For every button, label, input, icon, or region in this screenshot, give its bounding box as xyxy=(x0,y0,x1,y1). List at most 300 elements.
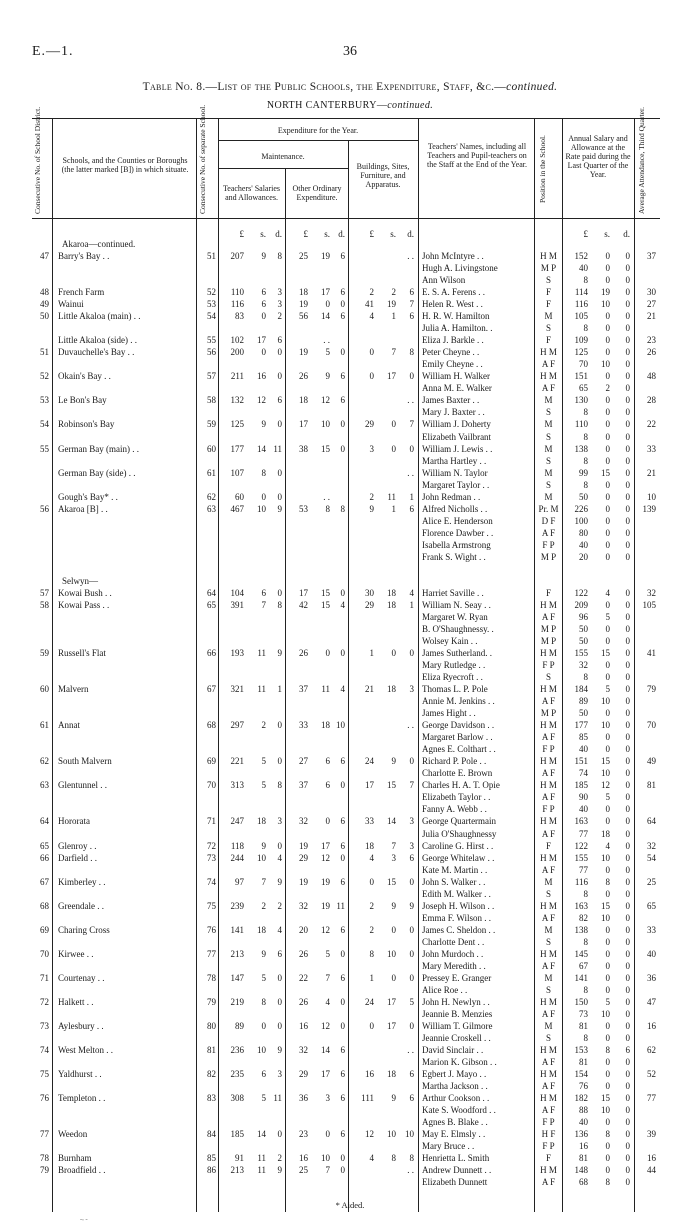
school-no-cell: 61 xyxy=(207,467,216,478)
school-cell: German Bay (main) . . xyxy=(58,443,139,454)
teacher-name: John McIntyre . . xyxy=(422,251,484,261)
other-pounds: 19 xyxy=(299,299,308,310)
annual-pence: 0 xyxy=(625,1165,630,1176)
position-cell: F xyxy=(545,299,551,310)
annual-pence: 0 xyxy=(625,672,630,683)
annual-pounds: 148 xyxy=(574,1165,588,1176)
dist-cell: 74 xyxy=(40,1045,49,1055)
annual-shillings: 0 xyxy=(605,275,610,286)
table-row xyxy=(32,611,660,623)
other-pounds: 53 xyxy=(299,503,308,514)
school-cell: Kowai Bush . . xyxy=(58,587,112,598)
other-pounds: 25 xyxy=(299,251,308,261)
annual-pounds: 154 xyxy=(574,1069,588,1080)
table-row xyxy=(32,671,660,683)
teacher-name: Julia A. Hamilton. . xyxy=(422,323,493,334)
position-cell: F P xyxy=(542,744,555,755)
position-cell: H M xyxy=(540,756,557,767)
annual-shillings: 0 xyxy=(605,936,610,947)
position-cell: M xyxy=(544,395,553,406)
buildings-pounds: 33 xyxy=(365,816,374,827)
buildings-pence: 1 xyxy=(409,491,414,502)
teacher-name: Jeannie B. Menzies xyxy=(422,1008,493,1019)
annual-pounds: 96 xyxy=(579,611,588,622)
teacher-name: Caroline G. Hirst . . xyxy=(422,840,494,851)
annual-shillings: 0 xyxy=(605,924,610,935)
buildings-pounds: 16 xyxy=(365,1069,374,1080)
annual-shillings: 0 xyxy=(605,1141,610,1152)
teacher-name: Margaret Taylor . . xyxy=(422,479,490,490)
salary-pounds: 132 xyxy=(230,395,244,406)
other-pence: 6 xyxy=(340,876,345,887)
teacher-name: James Baxter . . xyxy=(422,395,480,406)
annual-pence: 0 xyxy=(625,972,630,983)
buildings-pounds: 24 xyxy=(365,996,374,1007)
teacher-name: James Sutherland. . xyxy=(422,648,492,658)
teacher-name: Martha Hartley . . xyxy=(422,455,487,466)
salary-shillings: 10 xyxy=(257,503,266,514)
teacher-name: Mary Bruce . . xyxy=(422,1141,475,1152)
other-pounds: 27 xyxy=(299,756,308,767)
other-shillings: 14 xyxy=(321,311,330,322)
salary-pounds: 313 xyxy=(230,780,244,791)
other-pence: 0 xyxy=(340,852,345,863)
position-cell: F xyxy=(545,335,551,346)
annual-pence: 0 xyxy=(625,359,630,370)
cur-sal-s: s. xyxy=(260,229,266,239)
salary-pence: 3 xyxy=(277,816,282,827)
table-row xyxy=(32,1032,660,1044)
attendance-cell: 41 xyxy=(647,648,656,658)
salary-pence: 0 xyxy=(277,347,282,358)
buildings-shillings: 0 xyxy=(391,924,396,935)
teacher-name: Emma F. Wilson . . xyxy=(422,912,492,923)
annual-shillings: 0 xyxy=(605,479,610,490)
salary-shillings: 14 xyxy=(257,1129,266,1140)
table-row xyxy=(32,394,660,406)
annual-shillings: 0 xyxy=(605,744,610,755)
annual-shillings: 0 xyxy=(605,347,610,358)
annual-pounds: 100 xyxy=(574,515,588,526)
cur-bld-s: s. xyxy=(390,229,396,239)
annual-pounds: 8 xyxy=(583,407,588,418)
salary-pounds: 102 xyxy=(230,335,244,346)
buildings-pence: 5 xyxy=(409,996,414,1007)
position-cell: S xyxy=(545,455,551,466)
dist-cell: 66 xyxy=(40,852,49,863)
buildings-pence: 0 xyxy=(409,876,414,887)
annual-pounds: 116 xyxy=(574,299,588,310)
other-pence: 0 xyxy=(340,780,345,791)
teacher-name: Anna M. E. Walker xyxy=(422,383,492,394)
annual-pounds: 114 xyxy=(574,287,588,298)
other-pence: 0 xyxy=(340,1153,345,1164)
buildings-pence: . . xyxy=(407,1045,414,1055)
teacher-name: John Murdoch . . xyxy=(422,948,484,959)
annual-shillings: 10 xyxy=(601,720,610,731)
annual-pounds: 209 xyxy=(574,599,588,610)
salary-pounds: 239 xyxy=(230,900,244,911)
header-maintenance: Maintenance. xyxy=(261,152,305,161)
position-cell: S xyxy=(545,984,551,995)
buildings-pence: 6 xyxy=(409,1069,414,1080)
other-pounds: 29 xyxy=(299,1069,308,1080)
teacher-name: Charles H. A. T. Opie xyxy=(422,780,500,791)
annual-pounds: 50 xyxy=(579,624,588,634)
buildings-pounds: 9 xyxy=(369,503,374,514)
attendance-cell: 22 xyxy=(647,419,656,430)
annual-pounds: 151 xyxy=(574,371,588,382)
annual-shillings: 0 xyxy=(605,804,610,815)
buildings-shillings: 0 xyxy=(391,972,396,983)
annual-pence: 0 xyxy=(625,347,630,358)
salary-shillings: 6 xyxy=(261,1069,266,1080)
annual-pence: 0 xyxy=(625,828,630,839)
teacher-name: Charlotte E. Brown xyxy=(422,768,493,779)
table-row xyxy=(32,455,660,467)
salary-pounds: 118 xyxy=(230,840,244,851)
annual-pounds: 163 xyxy=(574,900,588,911)
other-shillings: 15 xyxy=(321,443,330,454)
table-row xyxy=(32,743,660,755)
other-pounds: 18 xyxy=(299,287,308,298)
expenditure-rule xyxy=(218,140,418,141)
position-cell: A F xyxy=(541,768,556,779)
table-row xyxy=(32,815,660,827)
table-row xyxy=(32,948,660,960)
annual-pence: 0 xyxy=(625,1033,630,1043)
position-cell: M xyxy=(544,443,553,454)
other-pence: 0 xyxy=(340,1165,345,1176)
other-pence: 6 xyxy=(340,1129,345,1140)
teacher-name: Andrew Dunnett . . xyxy=(422,1165,492,1176)
annual-shillings: 0 xyxy=(605,732,610,743)
school-cell: Wainui xyxy=(58,299,84,310)
attendance-cell: 33 xyxy=(647,924,656,935)
position-cell: M xyxy=(544,972,553,983)
teacher-name: Mary Meredith . . xyxy=(422,960,486,971)
buildings-pounds: 0 xyxy=(369,371,374,382)
annual-pence: 0 xyxy=(625,1081,630,1092)
salary-pounds: 211 xyxy=(230,371,244,382)
other-shillings: 3 xyxy=(325,1093,330,1104)
teacher-name: Florence Dawber . . xyxy=(422,527,494,538)
salary-pounds: 207 xyxy=(230,251,244,261)
annual-shillings: 0 xyxy=(605,1165,610,1176)
other-pounds: 16 xyxy=(299,1020,308,1031)
annual-pence: 0 xyxy=(625,768,630,779)
annual-pence: 0 xyxy=(625,780,630,791)
table-row xyxy=(32,358,660,370)
salary-pounds: 297 xyxy=(230,720,244,731)
dist-cell: 55 xyxy=(40,443,49,454)
other-pounds: 42 xyxy=(299,599,308,610)
buildings-shillings: 7 xyxy=(391,347,396,358)
position-cell: M xyxy=(544,311,553,322)
annual-pence: 0 xyxy=(625,467,630,478)
buildings-pence: 6 xyxy=(409,1093,414,1104)
dist-cell: 78 xyxy=(40,1153,49,1164)
annual-pence: 0 xyxy=(625,684,630,695)
annual-shillings: 10 xyxy=(601,912,610,923)
buildings-shillings: 14 xyxy=(387,816,396,827)
cur-ann-l: £ xyxy=(583,229,588,239)
annual-pence: 0 xyxy=(625,587,630,598)
annual-shillings: 0 xyxy=(605,407,610,418)
position-cell: M xyxy=(544,924,553,935)
other-pence: 0 xyxy=(340,347,345,358)
annual-pence: 0 xyxy=(625,636,630,646)
teacher-name: Helen R. West . . xyxy=(422,299,483,310)
annual-pounds: 116 xyxy=(574,876,588,887)
table-row xyxy=(32,1104,660,1116)
position-cell: S xyxy=(545,431,551,442)
school-no-cell: 56 xyxy=(207,347,216,358)
annual-shillings: 0 xyxy=(605,624,610,634)
teacher-name: Elizabeth Taylor . . xyxy=(422,792,491,803)
annual-pence: 0 xyxy=(625,960,630,971)
other-shillings: 6 xyxy=(325,756,330,767)
teacher-name: Pressey E. Granger xyxy=(422,972,492,983)
buildings-pence: 0 xyxy=(409,1020,414,1031)
table-row xyxy=(32,984,660,996)
teacher-name: Henrietta L. Smith xyxy=(422,1153,490,1164)
attendance-cell: 65 xyxy=(647,900,656,911)
annual-pounds: 70 xyxy=(579,359,588,370)
buildings-pounds: 0 xyxy=(369,347,374,358)
buildings-shillings: 11 xyxy=(387,491,396,502)
school-no-cell: 78 xyxy=(207,972,216,983)
salary-shillings: 0 xyxy=(261,347,266,358)
annual-shillings: 0 xyxy=(605,708,610,719)
other-pence: 6 xyxy=(340,1093,345,1104)
dist-cell: 53 xyxy=(40,395,49,406)
annual-shillings: 0 xyxy=(605,864,610,875)
annual-pence: 0 xyxy=(625,648,630,658)
other-shillings: 9 xyxy=(325,371,330,382)
buildings-pence: 0 xyxy=(409,648,414,658)
annual-pence: 0 xyxy=(625,912,630,923)
annual-shillings: 0 xyxy=(605,984,610,995)
annual-shillings: 0 xyxy=(605,503,610,514)
table-row xyxy=(32,912,660,924)
annual-shillings: 0 xyxy=(605,539,610,550)
annual-pence: 0 xyxy=(625,1057,630,1067)
buildings-shillings: 0 xyxy=(391,419,396,430)
table-row xyxy=(32,334,660,346)
position-cell: S xyxy=(545,936,551,947)
school-no-cell: 83 xyxy=(207,1093,216,1104)
other-pence: 6 xyxy=(340,395,345,406)
salary-pounds: 125 xyxy=(230,419,244,430)
annual-pounds: 40 xyxy=(579,539,588,550)
footnote: * Aided. xyxy=(335,1200,365,1210)
salary-pence: 4 xyxy=(277,924,282,935)
buildings-pence: . . xyxy=(407,395,414,406)
buildings-pounds: 4 xyxy=(369,1153,374,1164)
buildings-pence: 10 xyxy=(405,1129,414,1140)
other-pounds: 17 xyxy=(299,419,308,430)
salary-pence: 9 xyxy=(277,876,282,887)
teacher-name: John S. Walker . . xyxy=(422,876,486,887)
table-row xyxy=(32,322,660,334)
annual-pounds: 155 xyxy=(574,852,588,863)
school-no-cell: 59 xyxy=(207,419,216,430)
salary-pence: 0 xyxy=(277,996,282,1007)
annual-shillings: 0 xyxy=(605,660,610,670)
school-no-cell: 79 xyxy=(207,996,216,1007)
attendance-cell: 62 xyxy=(647,1045,656,1055)
position-cell: A F xyxy=(541,527,556,538)
table-row xyxy=(32,1080,660,1092)
annual-pounds: 226 xyxy=(574,503,588,514)
teacher-name: George Whitelaw . . xyxy=(422,852,495,863)
cur-sal-d: d. xyxy=(275,229,282,239)
header-position: Position in the School. xyxy=(538,135,547,203)
salary-pounds: 60 xyxy=(235,491,244,502)
other-pence: 6 xyxy=(340,972,345,983)
annual-pence: 6 xyxy=(625,1045,630,1055)
salary-pence: 0 xyxy=(277,419,282,430)
teacher-name: H. R. W. Hamilton xyxy=(422,311,490,322)
teacher-name: Hugh A. Livingstone xyxy=(422,263,498,274)
annual-pounds: 182 xyxy=(574,1093,588,1104)
cur-ann-s: s. xyxy=(604,229,610,239)
other-pounds: 19 xyxy=(299,347,308,358)
school-no-cell: 52 xyxy=(207,287,216,298)
school-no-cell: 72 xyxy=(207,840,216,851)
teacher-name: William N. Taylor xyxy=(422,467,488,478)
annual-pounds: 152 xyxy=(574,251,588,261)
annual-pence: 0 xyxy=(625,551,630,562)
teacher-name: Mary J. Baxter . . xyxy=(422,407,485,418)
salary-pence: 11 xyxy=(273,1093,282,1104)
buildings-pence: 6 xyxy=(409,311,414,322)
attendance-cell: 48 xyxy=(647,371,656,382)
other-shillings: 19 xyxy=(321,251,330,261)
annual-pounds: 40 xyxy=(579,744,588,755)
table-row xyxy=(32,286,660,298)
teacher-name: John H. Newlyn . . xyxy=(422,996,490,1007)
salary-pence: 8 xyxy=(277,251,282,261)
salary-pence: 2 xyxy=(277,900,282,911)
salary-pence: 6 xyxy=(277,335,282,346)
table-row xyxy=(32,996,660,1008)
annual-pence: 0 xyxy=(625,479,630,490)
annual-shillings: 0 xyxy=(605,1153,610,1164)
annual-pounds: 163 xyxy=(574,816,588,827)
buildings-pence: 0 xyxy=(409,972,414,983)
dist-cell: 48 xyxy=(40,287,49,298)
other-pounds: 26 xyxy=(299,996,308,1007)
school-cell: Charing Cross xyxy=(58,924,110,935)
other-pounds: 38 xyxy=(299,443,308,454)
annual-pence: 0 xyxy=(625,804,630,815)
teacher-name: Mary Rutledge . . xyxy=(422,660,486,670)
school-no-cell: 70 xyxy=(207,780,216,791)
position-cell: A F xyxy=(541,828,556,839)
other-pounds: 36 xyxy=(299,1093,308,1104)
salary-shillings: 18 xyxy=(257,924,266,935)
position-cell: S xyxy=(545,888,551,899)
position-cell: M P xyxy=(540,551,557,562)
buildings-shillings: 10 xyxy=(387,948,396,959)
annual-pence: 0 xyxy=(625,611,630,622)
salary-shillings: 5 xyxy=(261,756,266,767)
other-pence: 6 xyxy=(340,840,345,851)
attendance-cell: 77 xyxy=(647,1093,656,1104)
table-row xyxy=(32,1056,660,1068)
buildings-shillings: 15 xyxy=(387,876,396,887)
dist-cell: 51 xyxy=(40,347,49,358)
annual-shillings: 8 xyxy=(605,876,610,887)
other-shillings: 19 xyxy=(321,900,330,911)
salary-shillings: 9 xyxy=(261,251,266,261)
attendance-cell: 36 xyxy=(647,972,656,983)
position-cell: A F xyxy=(541,912,556,923)
salary-shillings: 2 xyxy=(261,900,266,911)
table-row xyxy=(32,635,660,647)
annual-pounds: 8 xyxy=(583,1033,588,1043)
dist-cell: 58 xyxy=(40,599,49,610)
cur-bld-d: d. xyxy=(407,229,414,239)
other-pounds: 18 xyxy=(299,395,308,406)
position-cell: A F xyxy=(541,864,556,875)
annual-pence: 0 xyxy=(625,431,630,442)
annual-shillings: 0 xyxy=(605,455,610,466)
annual-pence: 0 xyxy=(625,792,630,803)
annual-shillings: 0 xyxy=(605,551,610,562)
teacher-name: E. S. A. Ferens . . xyxy=(422,287,485,298)
position-cell: H M xyxy=(540,852,557,863)
other-shillings: 18 xyxy=(321,720,330,731)
annual-shillings: 0 xyxy=(605,431,610,442)
attendance-cell: 26 xyxy=(647,347,656,358)
annual-shillings: 0 xyxy=(605,371,610,382)
salary-pounds: 467 xyxy=(230,503,244,514)
teacher-name: Harriet Saville . . xyxy=(422,587,484,598)
annual-shillings: 0 xyxy=(605,636,610,646)
other-shillings: 0 xyxy=(325,299,330,310)
annual-pence: 0 xyxy=(625,1177,630,1188)
salary-shillings: 6 xyxy=(261,287,266,298)
annual-pounds: 90 xyxy=(579,792,588,803)
teacher-name: Eliza Ryecroft . . xyxy=(422,672,483,683)
school-cell: Russell's Flat xyxy=(58,648,106,658)
table-row xyxy=(32,900,660,912)
buildings-pence: 6 xyxy=(409,287,414,298)
annual-pence: 0 xyxy=(625,287,630,298)
school-no-cell: 53 xyxy=(207,299,216,310)
annual-pence: 0 xyxy=(625,984,630,995)
annual-pounds: 68 xyxy=(579,1177,588,1188)
position-cell: F xyxy=(545,840,551,851)
dist-cell: 68 xyxy=(40,900,49,911)
position-cell: S xyxy=(545,275,551,286)
attendance-cell: 30 xyxy=(647,287,656,298)
teacher-name: Julia O'Shaughnessy xyxy=(422,828,497,839)
annual-pence: 0 xyxy=(625,924,630,935)
annual-shillings: 0 xyxy=(605,515,610,526)
annual-pounds: 20 xyxy=(579,551,588,562)
buildings-pence: 3 xyxy=(409,816,414,827)
position-cell: H M xyxy=(540,1045,557,1055)
other-pence: 6 xyxy=(340,1069,345,1080)
buildings-shillings: 18 xyxy=(387,599,396,610)
other-shillings: 12 xyxy=(321,1020,330,1031)
salary-pounds: 200 xyxy=(230,347,244,358)
table-row xyxy=(32,418,660,430)
